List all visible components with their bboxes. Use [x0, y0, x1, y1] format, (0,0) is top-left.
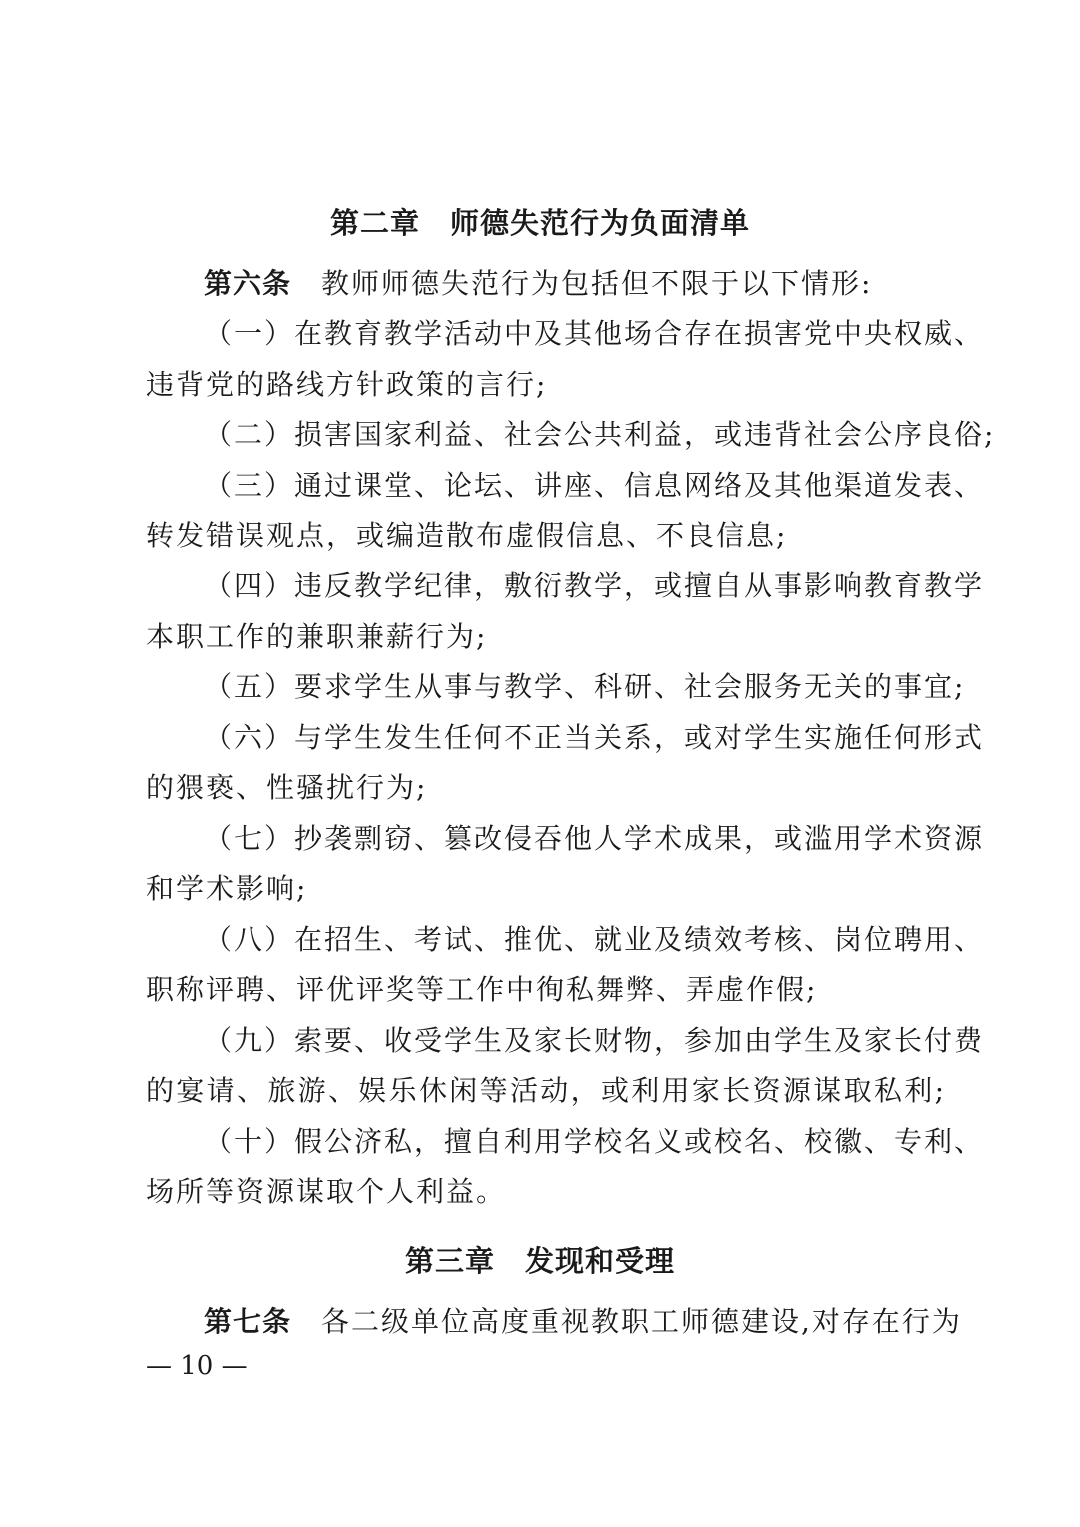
item-3-line-1: （三）通过课堂、论坛、讲座、信息网络及其他渠道发表、 [204, 469, 985, 502]
article-6-line [204, 264, 946, 304]
item-1-line-1: （一）在教育教学活动中及其他场合存在损害党中央权威、 [204, 317, 985, 350]
article-6-number: 第六条 [204, 267, 292, 300]
page-number: — 10 — [146, 1351, 248, 1381]
item-4-line-2: 本职工作的兼职兼薪行为; [146, 620, 488, 653]
item-6-line-1: （六）与学生发生任何不正当关系，或对学生实施任何形式 [204, 721, 985, 754]
item-7-line-1: （七）抄袭剽窃、篡改侵吞他人学术成果，或滥用学术资源 [204, 822, 985, 855]
item-10-line-1: （十）假公济私，擅自利用学校名义或校名、校徽、专利、 [204, 1125, 985, 1158]
item-5-line: （五）要求学生从事与教学、科研、社会服务无关的事宜; [204, 670, 966, 703]
article-7-text: 各二级单位高度重视教职工师德建设,对存在行为 [321, 1305, 962, 1338]
item-7-line-2: 和学术影响; [146, 872, 308, 905]
chapter-2-title: 第二章 师德失范行为负面清单 [329, 206, 750, 240]
item-6-line-2: 的猥亵、性骚扰行为; [146, 771, 428, 804]
item-9-line-1: （九）索要、收受学生及家长财物，参加由学生及家长付费 [204, 1024, 985, 1057]
item-1-line-2: 违背党的路线方针政策的言行; [146, 368, 548, 401]
article-7-number: 第七条 [204, 1305, 292, 1338]
chapter-3-title: 第三章 发现和受理 [404, 1244, 675, 1278]
item-8-line-1: （八）在招生、考试、推优、就业及绩效考核、岗位聘用、 [204, 923, 985, 956]
item-2-line: （二）损害国家利益、社会公共利益，或违背社会公序良俗; [204, 418, 996, 451]
item-3-line-2: 转发错误观点，或编造散布虚假信息、不良信息; [146, 519, 788, 552]
item-8-line-2: 职称评聘、评优评奖等工作中徇私舞弊、弄虚作假; [146, 973, 818, 1006]
item-10-line-2: 场所等资源谋取个人利益。 [146, 1175, 507, 1208]
article-6-text: 教师师德失范行为包括但不限于以下情形: [321, 267, 873, 300]
item-4-line-1: （四）违反教学纪律，敷衍教学，或擅自从事影响教育教学 [204, 569, 985, 602]
article-7-line [204, 1302, 962, 1342]
item-9-line-2: 的宴请、旅游、娱乐休闲等活动，或利用家长资源谋取私利; [146, 1074, 946, 1107]
